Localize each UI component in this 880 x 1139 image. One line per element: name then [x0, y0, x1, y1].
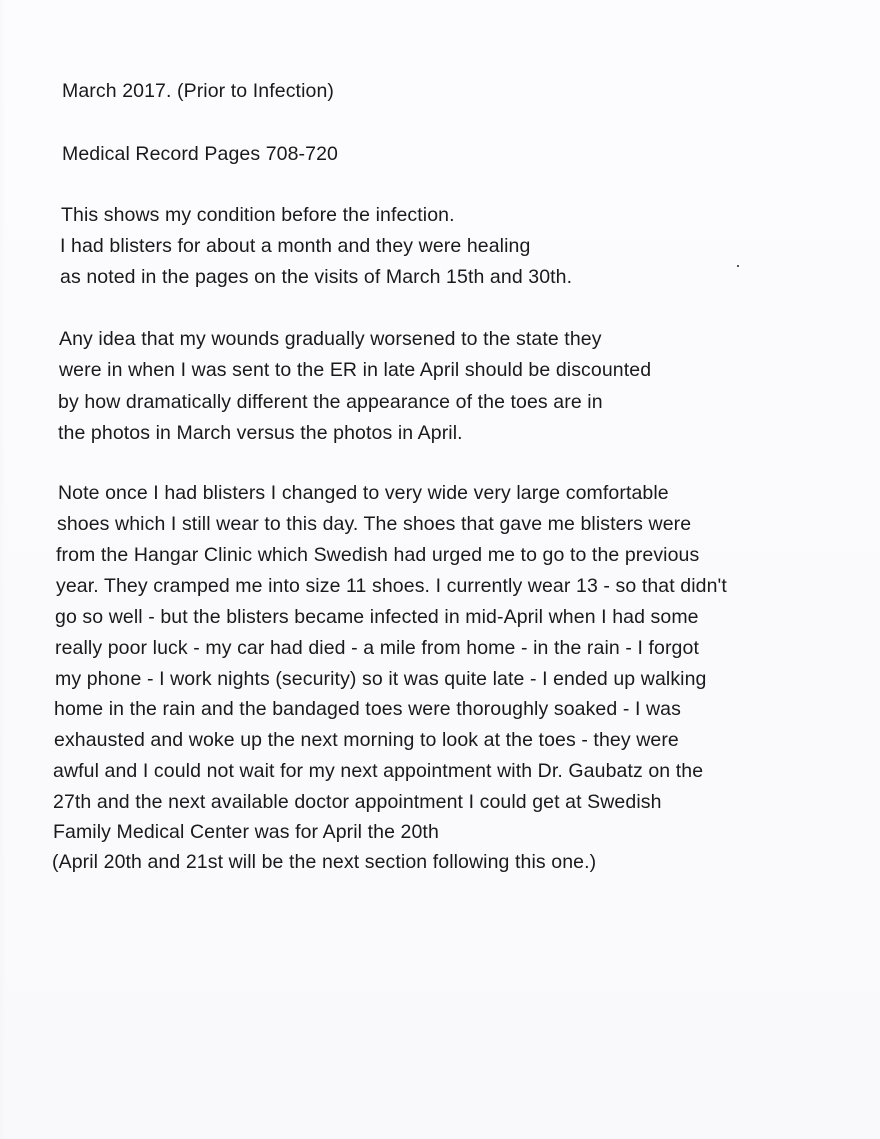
text-line: really poor luck - my car had died - a mile from home - in the rain - I forgot — [55, 637, 699, 659]
text-line: home in the rain and the bandaged toes were thoroughly soaked - I was — [54, 698, 681, 720]
text-line: Any idea that my wounds gradually worsened to the state they — [59, 328, 602, 350]
text-line: I had blisters for about a month and they were healing — [60, 235, 531, 257]
text-line: as noted in the pages on the visits of March 15th and 30th. — [60, 266, 573, 288]
scan-speck — [737, 265, 739, 267]
text-line: Note once I had blisters I changed to very wide very large comfortable — [58, 482, 669, 504]
text-line: the photos in March versus the photos in April. — [58, 422, 463, 444]
text-line: awful and I could not wait for my next appointment with Dr. Gaubatz on the — [53, 760, 704, 782]
record-pages-line: Medical Record Pages 708-720 — [62, 143, 338, 165]
text-line: Family Medical Center was for April the 20th — [53, 821, 439, 843]
text-line: were in when I was sent to the ER in late April should be discounted — [59, 359, 652, 381]
text-line: (April 20th and 21st will be the next section following this one.) — [52, 851, 597, 873]
text-line: exhausted and woke up the next morning to look at the toes - they were — [54, 729, 679, 751]
text-line: 27th and the next available doctor appointment I could get at Swedish — [53, 791, 662, 813]
text-line: by how dramatically different the appearance of the toes are in — [58, 391, 603, 413]
text-line: my phone - I work nights (security) so it was quite late - I ended up walking — [55, 668, 707, 690]
date-line: March 2017. (Prior to Infection) — [62, 80, 334, 102]
text-line: from the Hangar Clinic which Swedish had urged me to go to the previous — [56, 544, 700, 566]
text-line: This shows my condition before the infection. — [61, 204, 455, 226]
text-line: go so well - but the blisters became infected in mid-April when I had some — [55, 606, 699, 628]
text-line: shoes which I still wear to this day. The shoes that gave me blisters were — [57, 513, 692, 535]
text-line: year. They cramped me into size 11 shoes. I currently wear 13 - so that didn't — [56, 575, 727, 597]
